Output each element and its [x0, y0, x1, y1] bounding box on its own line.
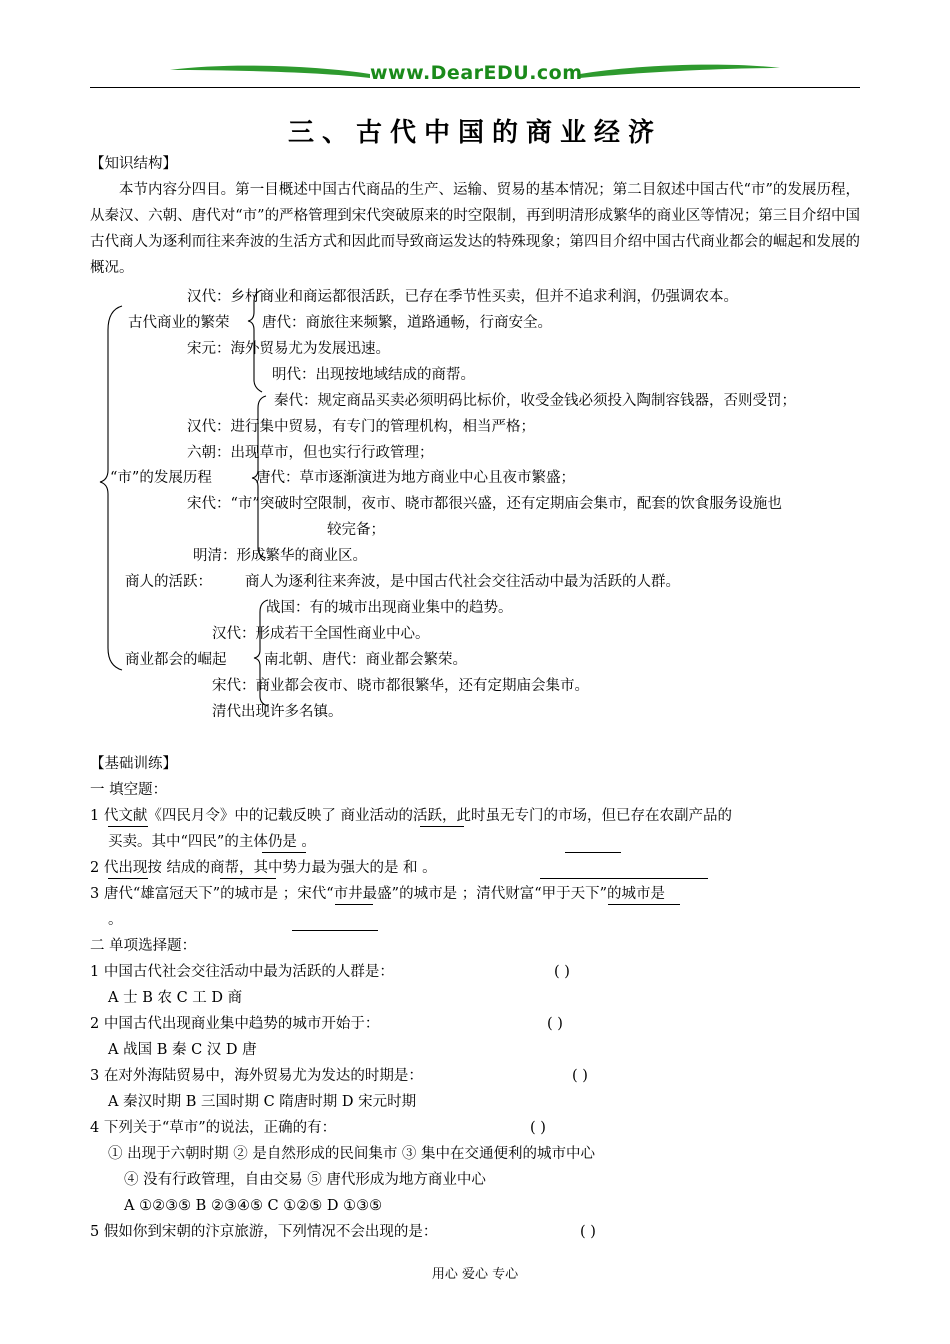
fill-question: 2 代出现按 结成的商帮，其中势力最为强大的是 和 。 [90, 860, 437, 876]
fill-heading: 一 填空题： [90, 782, 168, 798]
answer-blank[interactable] [292, 930, 378, 931]
answer-blank[interactable] [220, 878, 276, 879]
fill-question: 3 唐代“雄富冠天下”的城市是 ；宋代“市井最盛”的城市是 ；清代财富“甲于天下”的城市是 [90, 886, 666, 902]
answer-blank[interactable] [565, 852, 621, 853]
answer-blank[interactable] [608, 904, 680, 905]
tree-item: 宋代：商业都会夜市、晓市都很繁华，还有定期庙会集市。 [212, 678, 589, 694]
choice-heading: 二 单项选择题： [90, 938, 197, 954]
answer-blank[interactable] [108, 878, 148, 879]
answer-blank[interactable] [108, 826, 148, 827]
fill-question: 1 代文献《四民月令》中的记载反映了 商业活动的活跃，此时虽无专门的市场，但已存在农副产品的 [90, 808, 732, 824]
answer-paren[interactable]: ( ) [554, 964, 570, 980]
fill-question-cont: 买卖。其中“四民”的主体仍是 。 [108, 834, 316, 850]
tree-item: 秦代：规定商品买卖必须明码比标价，收受金钱必须投入陶制容钱器，否则受罚； [274, 393, 796, 409]
intro-paragraph: 本节内容分四目。第一目概述中国古代商品的生产、运输、贸易的基本情况；第二目叙述中国古代“市”的发展历程，从秦汉、六朝、唐代对“市”的严格管理到宋代突破原来的时空限制，再到明清形成繁华的商业区等情况；第三目介绍中国古代商人为逐利而往来奔波的生活方式和因此而导致商运发达的特殊现象；第四目介绍中国古代商业都会的崛起和发展的概况。 [90, 182, 860, 276]
choice-question: 3 在对外海陆贸易中，海外贸易尤为发达的时期是： [90, 1068, 423, 1084]
tree-label-cities: 商业都会的崛起 [125, 652, 227, 668]
answer-blank[interactable] [420, 826, 464, 827]
tree-item: 宋元：海外贸易尤为发展迅速。 [187, 341, 390, 357]
choice-options: ① 出现于六朝时期 ② 是自然形成的民间集市 ③ 集中在交通便利的城市中心 [108, 1146, 596, 1162]
tree-item: 六朝：出现草市，但也实行行政管理； [187, 445, 434, 461]
choice-options: ④ 没有行政管理，自由交易 ⑤ 唐代形成为地方商业中心 [124, 1172, 486, 1188]
answer-paren[interactable]: ( ) [572, 1068, 588, 1084]
choice-question: 2 中国古代出现商业集中趋势的城市开始于： [90, 1016, 380, 1032]
tree-label-prosperity: 古代商业的繁荣 [128, 315, 230, 331]
choice-question: 4 下列关于“草市”的说法，正确的有： [90, 1120, 337, 1136]
choice-options: A 秦汉时期 B 三国时期 C 隋唐时期 D 宋元时期 [108, 1094, 417, 1110]
tree-item: 汉代：进行集中贸易，有专门的管理机构，相当严格； [187, 419, 535, 435]
tree-label-merchant: 商人的活跃： [125, 574, 212, 590]
tree-item: 宋代：“市”突破时空限制，夜市、晓市都很兴盛，还有定期庙会集市，配套的饮食服务设施也 [187, 496, 782, 512]
tree-item: 唐代：草市逐渐演进为地方商业中心且夜市繁盛； [256, 470, 575, 486]
tree-item: 明代：出现按地域结成的商帮。 [272, 367, 475, 383]
choice-options: A 战国 B 秦 C 汉 D 唐 [108, 1042, 257, 1058]
choice-options: A 士 B 农 C 工 D 商 [108, 990, 243, 1006]
section-heading-training: 【基础训练】 [90, 756, 177, 772]
choice-question: 5 假如你到宋朝的汴京旅游，下列情况不会出现的是： [90, 1224, 438, 1240]
answer-blank[interactable] [540, 878, 708, 879]
answer-paren[interactable]: ( ) [530, 1120, 546, 1136]
choice-question: 1 中国古代社会交往活动中最为活跃的人群是： [90, 964, 394, 980]
tree-item: 清代出现许多名镇。 [212, 704, 343, 720]
tree-item: 汉代：乡村商业和商运都很活跃，已存在季节性买卖，但并不追求利润，仍强调农本。 [187, 289, 738, 305]
page-footer: 用心 爱心 专心 [431, 1267, 519, 1282]
tree-item: 商人为逐利往来奔波，是中国古代社会交往活动中最为活跃的人群。 [245, 574, 680, 590]
answer-blank[interactable] [335, 904, 373, 905]
tree-label-market: “市”的发展历程 [110, 470, 212, 486]
tree-item: 汉代：形成若干全国性商业中心。 [212, 626, 430, 642]
page-title: 三、古代中国的商业经济 [287, 118, 662, 148]
tree-item: 唐代：商旅往来频繁，道路通畅，行商安全。 [262, 315, 552, 331]
answer-paren[interactable]: ( ) [547, 1016, 563, 1032]
section-heading-knowledge: 【知识结构】 [90, 156, 177, 172]
tree-item: 南北朝、唐代：商业都会繁荣。 [264, 652, 467, 668]
tree-item: 战国：有的城市出现商业集中的趋势。 [266, 600, 513, 616]
answer-blank[interactable] [262, 852, 306, 853]
fill-question-cont: 。 [108, 912, 123, 928]
tree-item: 明清：形成繁华的商业区。 [193, 548, 367, 564]
tree-item: 较完备； [327, 522, 385, 538]
choice-options: A ①②③⑤ B ②③④⑤ C ①②⑤ D ①③⑤ [124, 1198, 383, 1214]
answer-paren[interactable]: ( ) [580, 1224, 596, 1240]
site-name: www.DearEDU.com [370, 62, 583, 84]
